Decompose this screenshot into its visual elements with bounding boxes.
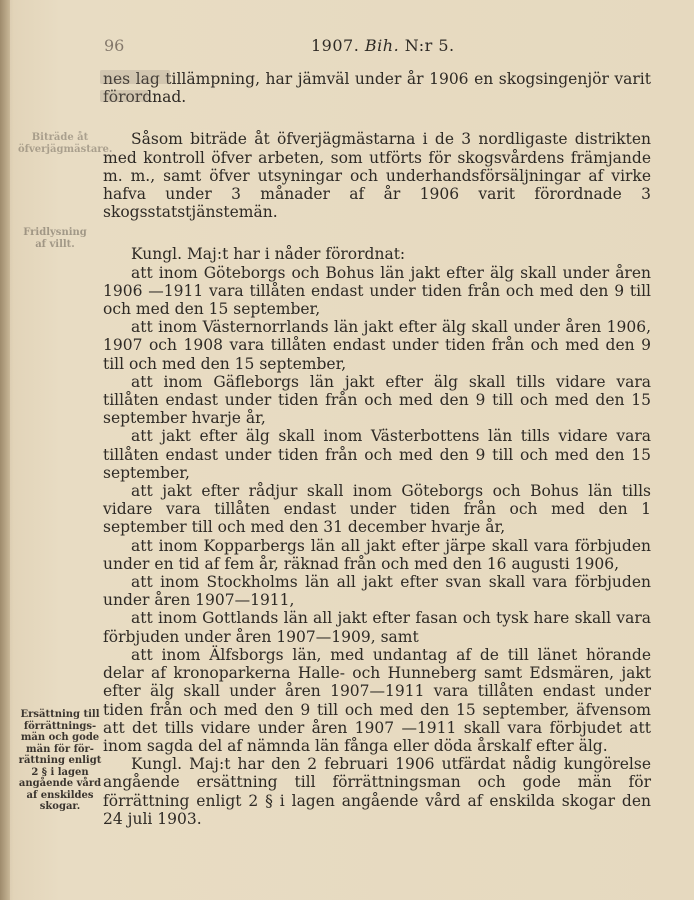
header-number: N:r 5. [404, 36, 455, 55]
margin-note-assistants: Biträde åt öfverjägmästare. [18, 132, 113, 155]
margin-note-protection: Fridlysning af villt. [23, 227, 87, 250]
header-year: 1907. [311, 36, 360, 55]
paragraph-decree-intro: Kungl. Maj:t har i nåder förordnat: [131, 245, 406, 264]
paragraph-goteborg-alg: att inom Göteborgs och Bohus län jakt efter älg skall under åren 1906 —1911 vara tillåten endast under tiden från och med den 9 till och med den 15 september, [103, 263, 651, 319]
header-bih: Bih. [364, 36, 400, 55]
body-text [103, 70, 651, 828]
paragraph-gottland: att inom Gottlands län all jakt efter fasan och tysk hare skall vara förbjuden under åren 1907—1909, samt [103, 609, 651, 646]
ink-stain [100, 90, 148, 102]
paragraph-alfsborg: att inom Älfsborgs län, med undantag af de till länet hörande delar af kronoparkerna Halle- och Hunneberg samt Edsmären, jakt efter älg skall under åren 1907—1911 vara tillåten endast under tiden från och med den 9 till och med den 15 september, äfvensom att det tills vidare under åren 1907 —1911 skall vara förbjudet att inom sagda del af nämnda län fånga eller döda årskalf efter älg. [103, 645, 651, 755]
paragraph-vasterbotten: att jakt efter älg skall inom Västerbottens län tills vidare vara tillåten endast under tiden från och med den 9 till och med den 15 september, [103, 427, 651, 482]
paragraph-radjur: att jakt efter rådjur skall inom Göteborgs och Bohus län tills vidare vara tillåten endast under tiden från och med den 1 september till och med den 31 december hvarje år, [103, 482, 651, 537]
paragraph-stockholm: att inom Stockholms län all jakt efter svan skall vara förbjuden under åren 1907—1911, [103, 573, 651, 610]
running-title [311, 36, 455, 55]
paragraph-continuation: nes lag tillämpning, har jämväl under år 1906 en skogsingenjör varit förordnad. [103, 70, 651, 107]
ink-stain [100, 70, 170, 84]
paragraph-kopparberg: att inom Kopparbergs län all jakt efter järpe skall vara förbjuden under en tid af fem år, räknad från och med den 16 augusti 1906, [103, 536, 651, 573]
paragraph-vasternorrland: att inom Västernorrlands län jakt efter älg skall under åren 1906, 1907 och 1908 vara tillåten endast under tiden från och med den 9 till och med den 15 september, [103, 318, 651, 373]
page-header [0, 36, 694, 58]
paragraph-gafleborg: att inom Gäfleborgs län jakt efter älg skall tills vidare vara tillåten endast under tiden från och med den 9 till och med den 15 september hvarje år, [103, 372, 651, 428]
binding-gutter [0, 0, 10, 900]
margin-note-compensation: Ersättning till förrättnings-män och gode män för för-rättning enligt 2 § i lagen angående vård af enskildes skogar. [18, 709, 102, 812]
paragraph-assistants: Såsom biträde åt öfverjägmästarna i de 3 nordligaste distrikten med kontroll öfver arbeten, som utförts för skogsvårdens främjande m. m., samt öfver utsyningar och underhandsförsäljningar af virke hafva under 3 månader af år 1906 varit förordnade 3 skogsstatstjänstemän. [103, 130, 651, 222]
paragraph-compensation: Kungl. Maj:t har den 2 februari 1906 utfärdat nådig kungörelse angående ersättning till förrättningsman och gode män för förrättning enligt 2 § i lagen angående vård af enskilda skogar den 24 juli 1903. [103, 755, 651, 828]
page-number: 96 [104, 36, 125, 55]
